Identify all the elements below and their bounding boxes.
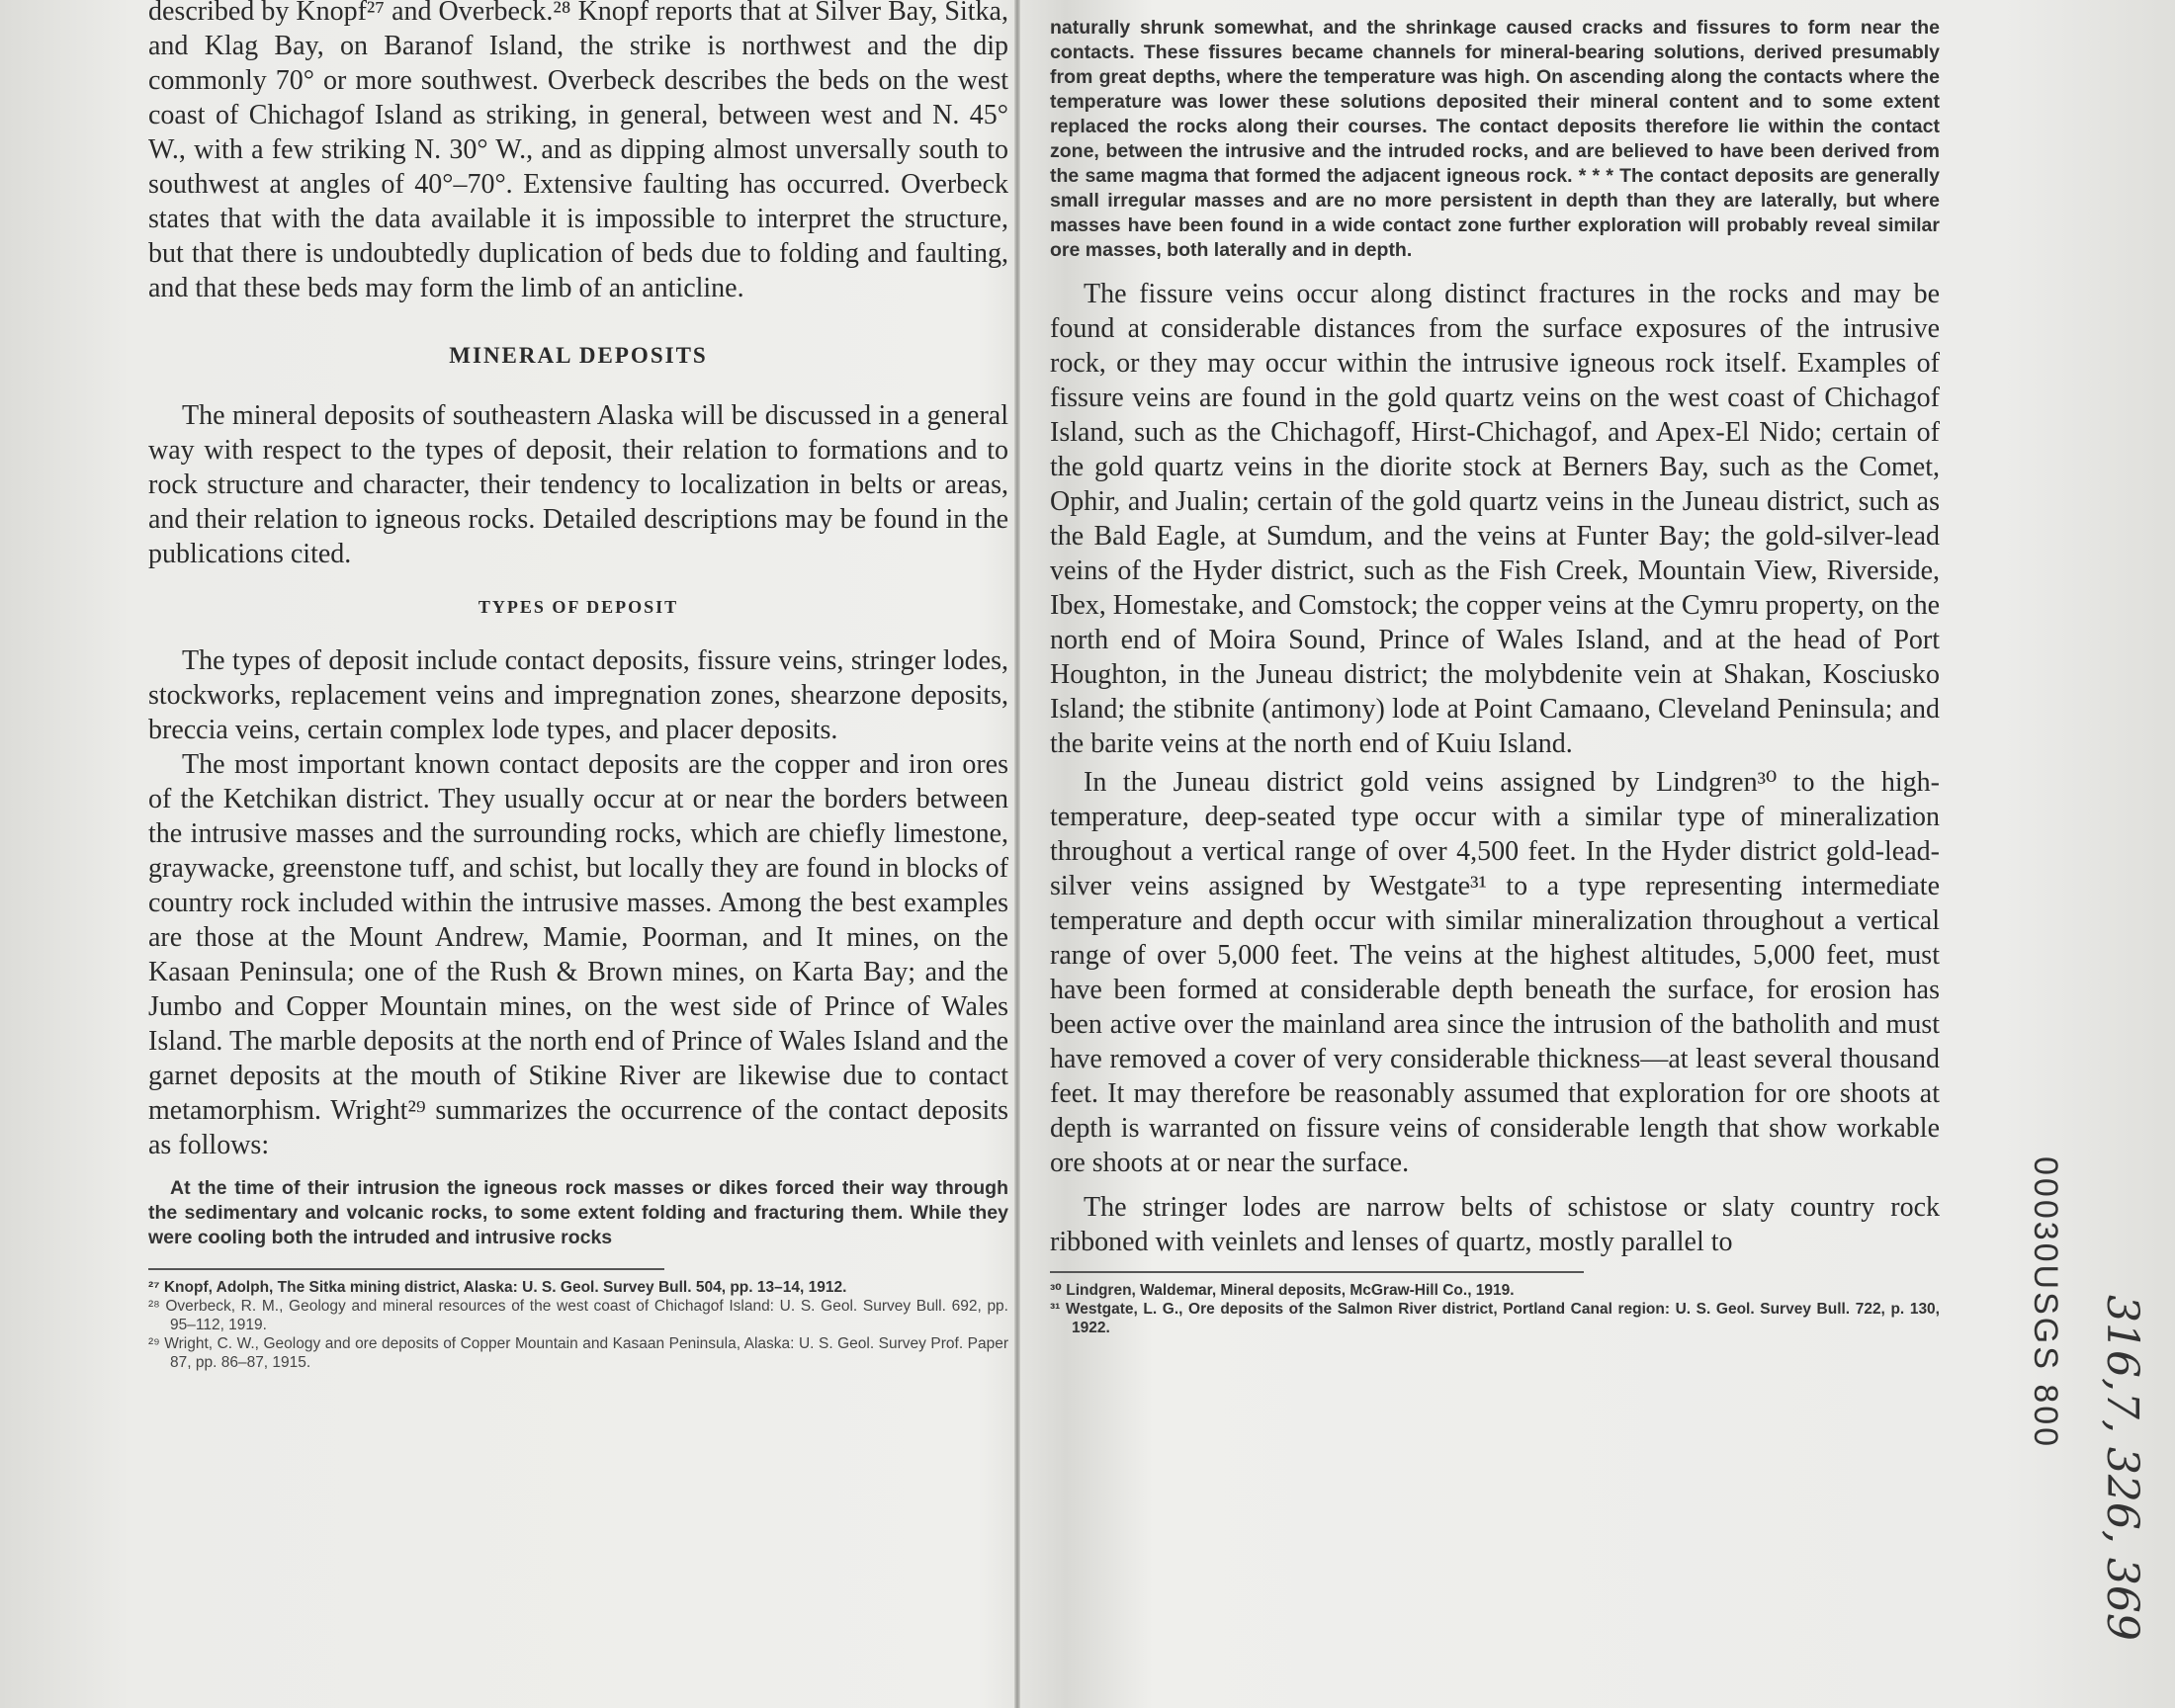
archive-stamp: 00030USGS 800	[2027, 1156, 2064, 1450]
heading-types-of-deposit: TYPES OF DEPOSIT	[478, 597, 679, 617]
footnote-rule-right	[1050, 1271, 1584, 1273]
block-quote-continued: naturally shrunk somewhat, and the shrinkage caused cracks and fissures to form near the contacts. These fissures became channels for mineral-bearing solutions, derived presumably from great depths, where the temperature was high. On ascending along the contacts where the temperature was lower these solutions deposited their mineral content and to some extent replaced the rocks along their courses. The contact deposits therefore lie within the contact zone, between the intrusive and the intruded rocks, and are believed to have been derived from the same magma that formed the adjacent igneous rock. * * * The contact deposits are generally small irregular masses and are no more persistent in depth than they are laterally, but where masses have been found in a wide contact zone further exploration will probably reveal similar ore masses, both laterally and in depth.	[1050, 17, 1940, 261]
block-quote-start: At the time of their intrusion the igneous rock masses or dikes forced their way through the sedimentary and volcanic rocks, to some extent folding and fracturing them. While they were cooling both the intruded and intrusive rocks	[148, 1177, 1008, 1248]
footnote-31: ³¹ Westgate, L. G., Ore deposits of the Salmon River district, Portland Canal region: U. S. Geol. Survey Bull. 722, p. 130, 1922.	[1050, 1301, 1940, 1336]
left-page	[148, 0, 1008, 1372]
heading-mineral-deposits: MINERAL DEPOSITS	[449, 343, 708, 368]
footnote-28: ²⁸ Overbeck, R. M., Geology and mineral resources of the west coast of Chichagof Island: U. S. Geol. Survey Bull. 692, pp. 95–112, 1919.	[148, 1298, 1008, 1333]
paragraph-contact-deposits: The most important known contact deposits are the copper and iron ores of the Ketchikan district. They usually occur at or near the borders between the intrusive masses and the surrounding rocks, which are chiefly limestone, graywacke, greenstone tuff, and schist, but locally they are found in blocks of country rock included within the intrusive masses. Among the best examples are those at the Mount Andrew, Mamie, Poorman, and It mines, on the Kasaan Peninsula; one of the Rush & Brown mines, on Karta Bay; and the Jumbo and Copper Mountain mines, on the west side of Prince of Wales Island. The marble deposits at the north end of Prince of Wales Island and the garnet deposits at the mouth of Stikine River are likewise due to contact metamorphism. Wright²⁹ summarizes the occurrence of the contact deposits as follows:	[148, 749, 1008, 1160]
book-gutter	[1014, 0, 1020, 1708]
right-page	[1050, 0, 1940, 1337]
paragraph-types: The types of deposit include contact deposits, fissure veins, stringer lodes, stockworks, replacement veins and impregnation zones, shearzone deposits, breccia veins, certain complex lode types, and placer deposits.	[148, 645, 1008, 745]
paragraph-juneau-district: In the Juneau district gold veins assigned by Lindgren³⁰ to the high-temperature, deep-seated type occur with a similar type of mineralization throughout a vertical range of over 4,500 feet. In the Hyder district gold-lead-silver veins assigned by Westgate³¹ to a type representing intermediate temperature and depth occur with similar mineralization throughout a vertical range of over 5,000 feet. The veins at the highest altitudes, 5,000 feet, must have been formed at considerable depth beneath the surface, for erosion has been active over the mainland area since the intrusion of the batholith and must have removed a cover of very considerable thickness—at least several thousand feet. It may therefore be reasonably assumed that exploration for ore shoots at depth is warranted on fissure veins of considerable length that show workable ore shoots at or near the surface.	[1050, 767, 1940, 1178]
handwritten-page-refs: 316,7, 326, 369	[2097, 1295, 2147, 1641]
footnote-29: ²⁹ Wright, C. W., Geology and ore deposits of Copper Mountain and Kasaan Peninsula, Alaska: U. S. Geol. Survey Prof. Paper 87, pp. 86–87, 1915.	[148, 1335, 1008, 1371]
paragraph-structure: described by Knopf²⁷ and Overbeck.²⁸ Knopf reports that at Silver Bay, Sitka, and Klag Bay, on Baranof Island, the strike is northwest and the dip commonly 70° or more southwest. Overbeck describes the beds on the west coast of Chichagof Island as striking, in general, between west and N. 45° W., with a few striking N. 30° W., and as dipping almost unversally south to southwest at angles of 40°–70°. Extensive faulting has occurred. Overbeck states that with the data available it is impossible to interpret the structure, but that there is undoubtedly duplication of beds due to folding and faulting, and that these beds may form the limb of an anticline.	[148, 0, 1008, 303]
paragraph-stringer-lodes: The stringer lodes are narrow belts of schistose or slaty country rock ribboned with veinlets and lenses of quartz, mostly parallel to	[1050, 1192, 1940, 1257]
footnote-30: ³⁰ Lindgren, Waldemar, Mineral deposits, McGraw-Hill Co., 1919.	[1050, 1282, 1515, 1299]
footnote-27: ²⁷ Knopf, Adolph, The Sitka mining district, Alaska: U. S. Geol. Survey Bull. 504, pp. 13–14, 1912.	[148, 1279, 847, 1296]
paragraph-fissure-veins: The fissure veins occur along distinct fractures in the rocks and may be found at considerable distances from the surface exposures of the intrusive rock, or they may occur within the intrusive igneous rock itself. Examples of fissure veins are found in the gold quartz veins on the west coast of Chichagof Island, such as the Chichagoff, Hirst-Chichagof, and Apex-El Nido; certain of the gold quartz veins in the diorite stock at Berners Bay, such as the Comet, Ophir, and Jualin; certain of the gold quartz veins in the Juneau district, such as the Bald Eagle, at Sumdum, and the veins at Funter Bay; the gold-silver-lead veins of the Hyder district, such as the Fish Creek, Mountain View, Riverside, Ibex, Homestake, and Comstock; the copper veins at the Cymru property, on the north end of Moira Sound, Prince of Wales Island, and at the head of Port Houghton, in the Juneau district; the molybdenite vein at Shakan, Kosciusko Island; the stibnite (antimony) lode at Point Camaano, Cleveland Peninsula; and the barite veins at the north end of Kuiu Island.	[1050, 279, 1940, 759]
paragraph-mineral-deposits: The mineral deposits of southeastern Alaska will be discussed in a general way with respect to the types of deposit, their relation to formations and to rock structure and character, their tendency to localization in belts or areas, and their relation to igneous rocks. Detailed descriptions may be found in the publications cited.	[148, 400, 1008, 569]
footnote-rule	[148, 1268, 664, 1270]
